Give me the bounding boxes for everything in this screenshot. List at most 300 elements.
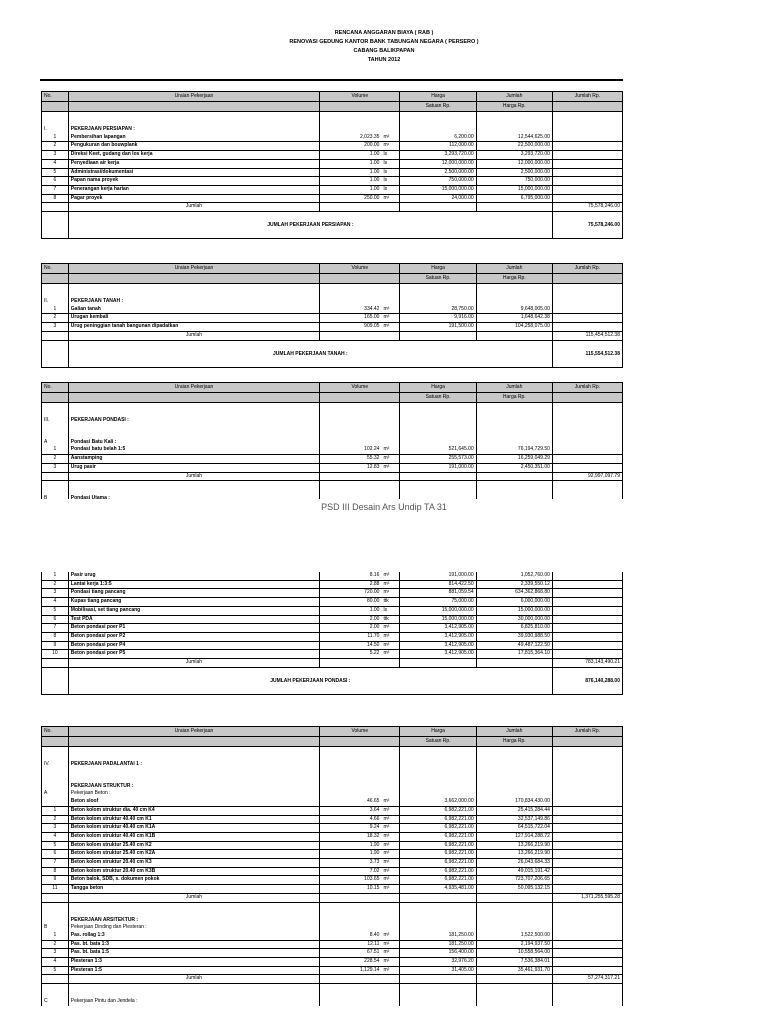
volume-value: 14.50: [366, 641, 380, 648]
item-number: 6: [42, 850, 69, 859]
item-name: Urugan kembali: [68, 314, 319, 323]
item-volume: [320, 323, 400, 332]
item-number: 7: [42, 185, 69, 194]
item-price: 881,059.54: [400, 589, 476, 598]
item-total: 6,795,000.00: [476, 194, 552, 203]
volume-value: 80.00: [366, 598, 380, 605]
col-uraian-header: Uraian Pekerjaan: [68, 383, 319, 393]
col-volume-header: Volume: [320, 383, 400, 393]
col-jumlah-sub: Harga Rp.: [476, 393, 552, 403]
jumlah-row: [42, 893, 623, 902]
item-row: [42, 867, 623, 876]
item-row: [42, 806, 623, 815]
section-number: III.: [42, 417, 69, 425]
volume-value: 5.22: [369, 650, 380, 657]
item-volume: [320, 615, 400, 624]
item-number: 1: [42, 572, 69, 580]
section-title: PEKERJAAN PERSIAPAN :: [68, 126, 319, 134]
volume-unit: m¹: [383, 589, 390, 596]
item-name: Pas. bt. bata 1:3: [68, 940, 319, 949]
item-price: 3,412,905.00: [400, 632, 476, 641]
item-number: 4: [42, 598, 69, 607]
item-row: [42, 589, 623, 598]
volume-unit: m³: [383, 446, 390, 453]
item-name: Pondasi batu belah 1:5: [68, 446, 319, 454]
item-total: 750,000.00: [476, 177, 552, 186]
item-total: 12,000,000.00: [476, 159, 552, 168]
item-number: 1: [42, 134, 69, 142]
item-price: 32,976.20: [400, 958, 476, 967]
item-name: Beton kolom struktur 25.40 cm K2A: [68, 850, 319, 859]
item-price: 28,750.00: [400, 306, 476, 314]
item-volume: [320, 850, 400, 859]
grand-total-row: [42, 667, 623, 694]
jumlah-value: 57,274,317.21: [552, 975, 622, 984]
item-price: 255,573.00: [400, 455, 476, 464]
section-number: I.: [42, 126, 69, 134]
item-number: 2: [42, 455, 69, 464]
item-row: [42, 446, 623, 454]
item-volume: [320, 841, 400, 850]
item-price: 6,982,221.00: [400, 824, 476, 833]
subsection-row: [42, 998, 623, 1006]
volume-unit: m³: [383, 850, 390, 857]
volume-unit: m³: [383, 632, 390, 639]
section-number: C: [42, 998, 69, 1006]
volume-value: 12.11: [367, 940, 380, 947]
volume-value: 334.42: [364, 305, 380, 312]
subsection-row: [42, 783, 623, 791]
spacer-row: [42, 112, 623, 127]
volume-unit: m³: [383, 832, 390, 839]
item-total: 12,544,625.00: [476, 134, 552, 142]
item-row: [42, 641, 623, 650]
item-number: 1: [42, 932, 69, 940]
item-number: 2: [42, 314, 69, 323]
item-volume: [320, 958, 400, 967]
col-jumlah-header: Jumlah: [476, 264, 552, 274]
item-row: [42, 142, 623, 151]
volume-value: 67.51: [366, 949, 380, 956]
volume-value: 2.88: [369, 580, 380, 587]
item-price: 6,982,221.00: [400, 806, 476, 815]
col-uraian-header: Uraian Pekerjaan: [68, 92, 319, 102]
item-volume: [320, 876, 400, 885]
item-volume: [320, 589, 400, 598]
item-name: Plesteran 1:3: [68, 958, 319, 967]
grand-total-value: 75,578,246.00: [552, 212, 622, 239]
item-name: Beton kolom struktur 25.40 cm K2: [68, 841, 319, 850]
item-number: 5: [42, 841, 69, 850]
volume-value: 8.40: [369, 931, 380, 938]
volume-unit: m³: [383, 455, 390, 462]
item-total: 723,707,206.65: [476, 876, 552, 885]
item-row: [42, 885, 623, 894]
volume-value: 1.00: [369, 159, 380, 166]
col-uraian-header: Uraian Pekerjaan: [68, 264, 319, 274]
header-rule: [40, 79, 623, 81]
item-total: 127,914,288.72: [476, 832, 552, 841]
item-price: 3,412,905.00: [400, 624, 476, 633]
item-number: 11: [42, 885, 69, 894]
item-number: 1: [42, 806, 69, 815]
item-name: Pondasi tiang pancang: [68, 589, 319, 598]
volume-unit: ls: [383, 159, 388, 166]
item-name: Beton balok, SDB, s. dokumen pokok: [68, 876, 319, 885]
jumlah-row: [42, 975, 623, 984]
item-volume: [320, 168, 400, 177]
table-header-sub: [42, 737, 623, 747]
col-jumlah-rp-header: Jumlah Rp.: [552, 264, 622, 274]
doc-title: RENCANA ANGGARAN BIAYA ( RAB ): [334, 30, 434, 36]
doc-year: TAHUN 2012: [367, 57, 401, 63]
item-price: 15,000,000.00: [400, 606, 476, 615]
item-number: 5: [42, 606, 69, 615]
item-total: 76,194,729.50: [476, 446, 552, 454]
item-name: Galian tanah: [68, 306, 319, 314]
volume-value: 250.00: [364, 194, 380, 201]
item-volume: [320, 455, 400, 464]
col-harga-sub: Satuan Rp.: [400, 274, 476, 284]
item-number: 4: [42, 159, 69, 168]
item-row: [42, 949, 623, 958]
jumlah-row: [42, 203, 623, 212]
item-price: 15,000,000.00: [400, 185, 476, 194]
item-row: [42, 824, 623, 833]
item-row: [42, 958, 623, 967]
volume-value: 720.00: [364, 589, 380, 596]
jumlah-row: [42, 659, 623, 668]
volume-unit: m³: [383, 572, 390, 578]
volume-value: 1,129.14: [360, 966, 380, 973]
col-jumlah-header: Jumlah: [476, 727, 552, 737]
volume-unit: ls: [383, 185, 388, 192]
item-volume: [320, 641, 400, 650]
volume-value: 18.32: [366, 832, 380, 839]
volume-unit: m³: [383, 885, 390, 892]
item-total: 32,537,149.86: [476, 815, 552, 824]
item-volume: [320, 185, 400, 194]
col-volume-header: Volume: [320, 727, 400, 737]
item-name: Beton kolom struktur 40.40 cm K1A: [68, 824, 319, 833]
item-total: 49,487,122.50: [476, 641, 552, 650]
jumlah-label: Jumlah: [68, 893, 319, 902]
volume-value: 9.24: [369, 824, 380, 831]
col-harga-header: Harga: [400, 264, 476, 274]
item-row: [42, 940, 623, 949]
item-name: Pasir urug: [68, 572, 319, 580]
table-header: [42, 727, 623, 737]
item-row: [42, 463, 623, 472]
section-number: A: [42, 439, 69, 447]
volume-value: 3.73: [369, 859, 380, 866]
volume-value: 1.90: [369, 841, 380, 848]
volume-value: 102.24: [364, 446, 380, 453]
item-row: [42, 177, 623, 186]
item-price: 3,412,905.00: [400, 650, 476, 659]
item-total: 1,522,500.00: [476, 932, 552, 940]
item-row: [42, 624, 623, 633]
volume-unit: m³: [383, 463, 390, 470]
item-row: [42, 323, 623, 332]
item-name: Pagar proyek: [68, 194, 319, 203]
section-number: IV.: [42, 761, 69, 769]
item-total: 30,000,000.00: [476, 615, 552, 624]
item-number: 3: [42, 589, 69, 598]
volume-unit: ls: [383, 177, 388, 184]
item-volume: [320, 650, 400, 659]
table-pondasi: [41, 382, 623, 503]
item-price: 191,000.00: [400, 572, 476, 580]
item-price: 191,500.00: [400, 323, 476, 332]
item-name: Penyediaan air kerja: [68, 159, 319, 168]
item-volume: [320, 159, 400, 168]
item-price: 3,662,000.00: [400, 798, 476, 806]
volume-unit: m²: [383, 940, 390, 947]
volume-unit: m³: [383, 641, 390, 648]
item-price: 6,982,221.00: [400, 867, 476, 876]
jumlah-label: Jumlah: [68, 203, 319, 212]
item-row: [42, 168, 623, 177]
item-row: [42, 798, 623, 806]
item-name: Penerangan kerja harian: [68, 185, 319, 194]
col-jumlah-rp-header: Jumlah Rp.: [552, 92, 622, 102]
item-price: 750,000.00: [400, 177, 476, 186]
item-price: 814,422.50: [400, 580, 476, 589]
volume-value: 3.64: [369, 806, 380, 813]
table-header: [42, 264, 623, 274]
col-uraian-header: Uraian Pekerjaan: [68, 727, 319, 737]
item-number: 7: [42, 624, 69, 633]
item-number: 9: [42, 876, 69, 885]
section-title-row: [42, 126, 623, 134]
item-total: 50,095,132.15: [476, 885, 552, 894]
table-header-sub: [42, 393, 623, 403]
section-number: II.: [42, 298, 69, 306]
item-volume: [320, 824, 400, 833]
item-total: 6,825,810.00: [476, 624, 552, 633]
item-price: 6,982,221.00: [400, 832, 476, 841]
item-name: Papan nama proyek: [68, 177, 319, 186]
col-harga-sub: Satuan Rp.: [400, 393, 476, 403]
grand-total-value: 115,554,512.38: [552, 340, 622, 367]
item-number: 1: [42, 446, 69, 454]
col-volume-header: Volume: [320, 92, 400, 102]
jumlah-label: Jumlah: [68, 975, 319, 984]
item-volume: [320, 463, 400, 472]
item-row: [42, 859, 623, 868]
item-row: [42, 455, 623, 464]
col-jumlah-rp-header: Jumlah Rp.: [552, 383, 622, 393]
jumlah-row: [42, 331, 623, 340]
col-harga-header: Harga: [400, 92, 476, 102]
volume-unit: m³: [383, 876, 390, 883]
table-header-sub: [42, 102, 623, 112]
volume-value: 7.02: [369, 867, 380, 874]
item-row: [42, 572, 623, 580]
item-row: [42, 832, 623, 841]
volume-unit: ttk: [383, 615, 389, 622]
item-price: 15,000,000.00: [400, 615, 476, 624]
volume-value: 1.00: [369, 177, 380, 184]
item-price: 24,000.00: [400, 194, 476, 203]
section-title: PEKERJAAN PONDASI :: [68, 417, 319, 425]
col-harga-header: Harga: [400, 383, 476, 393]
item-total: 35,461,931.70: [476, 966, 552, 975]
spacer-row: [42, 984, 623, 999]
item-volume: [320, 580, 400, 589]
volume-value: 8.16: [369, 572, 380, 578]
item-row: [42, 314, 623, 323]
volume-unit: m³: [383, 580, 390, 587]
item-name: Pas. bt. bata 1:5: [68, 949, 319, 958]
volume-value: 11.70: [367, 632, 380, 639]
item-volume: [320, 446, 400, 454]
item-volume: [320, 632, 400, 641]
volume-unit: m²: [383, 966, 390, 973]
section-number: B: [42, 924, 69, 932]
grand-total-row: [42, 340, 623, 367]
subsection-row: [42, 924, 623, 932]
item-volume: [320, 194, 400, 203]
item-volume: [320, 932, 400, 940]
item-name: Administrasi/dokumentasi: [68, 168, 319, 177]
volume-unit: m²: [383, 958, 390, 965]
item-number: 3: [42, 949, 69, 958]
table-header-sub: [42, 274, 623, 284]
item-price: 31,405.00: [400, 966, 476, 975]
jumlah-label: Jumlah: [68, 331, 319, 340]
item-price: 75,000.00: [400, 598, 476, 607]
item-price: 6,982,221.00: [400, 859, 476, 868]
volume-unit: ls: [383, 151, 388, 158]
volume-value: 12.83: [366, 463, 380, 470]
table-tanah: [41, 263, 623, 368]
item-total: 9,648,005.00: [476, 306, 552, 314]
volume-unit: m³: [383, 867, 390, 874]
item-total: 3,293,720.00: [476, 151, 552, 160]
item-price: 521,645.00: [400, 446, 476, 454]
item-total: 15,000,000.00: [476, 606, 552, 615]
volume-unit: m³: [383, 624, 390, 631]
item-price: 3,412,905.00: [400, 641, 476, 650]
item-number: 9: [42, 641, 69, 650]
subsection-row: [42, 439, 623, 447]
subsection-row: [42, 790, 623, 798]
volume-value: 165.00: [364, 314, 380, 321]
item-number: 5: [42, 168, 69, 177]
col-jumlah-sub: Harga Rp.: [476, 102, 552, 112]
item-total: 39,930,988.50: [476, 632, 552, 641]
spacer-row: [42, 403, 623, 418]
volume-unit: ls: [383, 168, 388, 175]
section-title-row: [42, 298, 623, 306]
item-row: [42, 932, 623, 940]
item-total: 2,450,351.00: [476, 463, 552, 472]
item-price: 3,293,720.00: [400, 151, 476, 160]
item-name: Urug pasir: [68, 463, 319, 472]
col-harga-sub: Satuan Rp.: [400, 737, 476, 747]
item-number: 8: [42, 194, 69, 203]
item-volume: [320, 177, 400, 186]
volume-value: 4.66: [369, 815, 380, 822]
item-volume: [320, 598, 400, 607]
item-volume: [320, 966, 400, 975]
grand-total-label: JUMLAH PEKERJAAN TANAH :: [68, 340, 552, 367]
table-header: [42, 383, 623, 393]
item-name: Pembersihan lapangan: [68, 134, 319, 142]
item-total: 7,536,384.01: [476, 958, 552, 967]
item-number: 7: [42, 859, 69, 868]
item-name: Test PDA: [68, 615, 319, 624]
col-volume-header: Volume: [320, 264, 400, 274]
item-row: [42, 580, 623, 589]
volume-unit: ls: [383, 606, 388, 613]
item-total: 2,500,000.00: [476, 168, 552, 177]
item-total: 64,515,722.04: [476, 824, 552, 833]
spacer-row: [42, 747, 623, 762]
item-name: Beton pondasi poer P4: [68, 641, 319, 650]
section-title-row: [42, 761, 623, 769]
item-row: [42, 615, 623, 624]
item-row: [42, 598, 623, 607]
section-title: PEKERJAAN ARSITEKTUR :: [68, 917, 319, 925]
volume-value: 10.15: [366, 885, 380, 892]
volume-unit: m³: [383, 859, 390, 866]
item-name: Pas. rollag 1:3: [68, 932, 319, 940]
item-number: 3: [42, 323, 69, 332]
section-title-row: [42, 417, 623, 425]
item-price: 6,982,221.00: [400, 876, 476, 885]
volume-value: 2.00: [369, 615, 380, 622]
item-total: 22,500,000.00: [476, 142, 552, 151]
volume-unit: m¹: [383, 194, 390, 201]
item-volume: [320, 314, 400, 323]
item-volume: [320, 949, 400, 958]
volume-unit: m³: [383, 806, 390, 813]
item-price: 181,250.00: [400, 940, 476, 949]
item-total: 26,043,684.33: [476, 859, 552, 868]
grand-total-row: [42, 212, 623, 239]
item-price: 6,200.00: [400, 134, 476, 142]
volume-unit: m³: [383, 305, 390, 312]
col-no-header: No.: [42, 92, 69, 102]
jumlah-value: 115,454,512.38: [552, 331, 622, 340]
item-price: 191,000.00: [400, 463, 476, 472]
item-name: Beton kolom struktur 40.40 cm K1B: [68, 832, 319, 841]
item-total: 25,415,284.44: [476, 806, 552, 815]
item-name: Beton kolom struktur 40.40 cm K1: [68, 815, 319, 824]
table-header: [42, 92, 623, 102]
col-jumlah-header: Jumlah: [476, 92, 552, 102]
col-harga-sub: Satuan Rp.: [400, 102, 476, 112]
section-title: Pondasi Batu Kali :: [68, 439, 319, 447]
item-total: 634,362,868.80: [476, 589, 552, 598]
jumlah-value: 783,143,490.21: [552, 659, 622, 668]
volume-value: 1.00: [369, 168, 380, 175]
section-title: PEKERJAAN TANAH :: [68, 298, 319, 306]
jumlah-value: 1,371,255,595.28: [552, 893, 622, 902]
item-name: Direksi Keet, gudang dan los kerja: [68, 151, 319, 160]
item-name: Beton pondasi poer P2: [68, 632, 319, 641]
item-price: 9,916.00: [400, 314, 476, 323]
item-volume: [320, 806, 400, 815]
volume-value: 1.00: [369, 606, 380, 613]
item-total: 170,834,430.00: [476, 798, 552, 806]
jumlah-label: Jumlah: [68, 659, 319, 668]
jumlah-value: 92,997,097.79: [552, 472, 622, 481]
volume-unit: m²: [383, 949, 390, 956]
